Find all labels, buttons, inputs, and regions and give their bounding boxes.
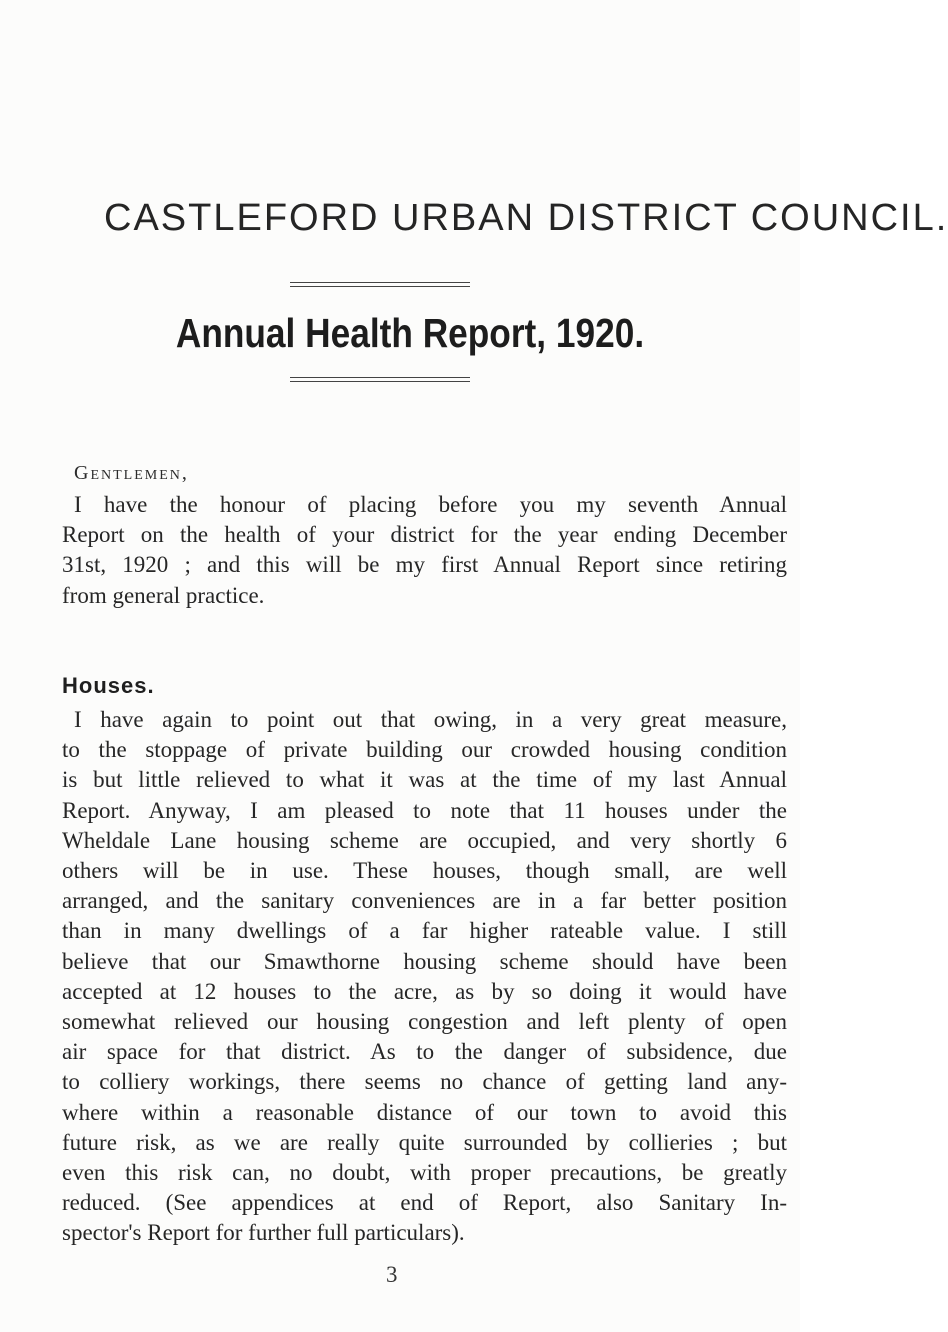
houses-line: Report. Anyway, I am pleased to note that 11 houses under the bbox=[62, 797, 787, 823]
intro-line: Report on the health of your district for the year ending December bbox=[62, 522, 787, 548]
page-number: 3 bbox=[386, 1262, 398, 1287]
council-name: CASTLEFORD URBAN DISTRICT COUNCIL. bbox=[104, 197, 948, 239]
houses-line: I have again to point out that owing, in a very great measure, bbox=[74, 707, 787, 732]
houses-line: to the stoppage of private building our crowded housing condition bbox=[62, 737, 787, 763]
houses-line: future risk, as we are really quite surrounded by collieries ; but bbox=[62, 1129, 787, 1155]
houses-line: reduced. (See appendices at end of Report, also Sanitary In- bbox=[62, 1190, 787, 1216]
section-heading-houses: Houses. bbox=[62, 673, 155, 698]
houses-line: than in many dwellings of a far higher rateable value. I still bbox=[62, 918, 787, 944]
houses-line: air space for that district. As to the danger of subsidence, due bbox=[62, 1039, 787, 1065]
report-title: Annual Health Report, 1920. bbox=[175, 310, 645, 356]
houses-paragraph bbox=[62, 705, 787, 1249]
intro-paragraph bbox=[62, 490, 787, 611]
houses-line: Wheldale Lane housing scheme are occupied, and very shortly 6 bbox=[62, 827, 787, 853]
double-rule-bottom bbox=[290, 377, 470, 383]
houses-line: others will be in use. These houses, though small, are well bbox=[62, 858, 787, 884]
houses-line: believe that our Smawthorne housing scheme should have been bbox=[62, 948, 787, 974]
salutation: Gentlemen, bbox=[74, 462, 189, 484]
double-rule-top bbox=[290, 282, 470, 288]
intro-line: 31st, 1920 ; and this will be my first Annual Report since retiring bbox=[62, 552, 787, 578]
houses-line: is but little relieved to what it was at the time of my last Annual bbox=[62, 767, 787, 793]
houses-line: somewhat relieved our housing congestion and left plenty of open bbox=[62, 1009, 787, 1035]
houses-line: even this risk can, no doubt, with proper precautions, be greatly bbox=[62, 1160, 787, 1186]
intro-line: I have the honour of placing before you my seventh Annual bbox=[74, 492, 787, 517]
intro-line: from general practice. bbox=[62, 582, 265, 608]
houses-line: spector's Report for further full particulars). bbox=[62, 1220, 465, 1246]
houses-line: accepted at 12 houses to the acre, as by so doing it would have bbox=[62, 978, 787, 1004]
houses-line: to colliery workings, there seems no chance of getting land any- bbox=[62, 1069, 787, 1095]
houses-line: arranged, and the sanitary conveniences are in a far better position bbox=[62, 888, 787, 914]
houses-line: where within a reasonable distance of our town to avoid this bbox=[62, 1099, 787, 1125]
